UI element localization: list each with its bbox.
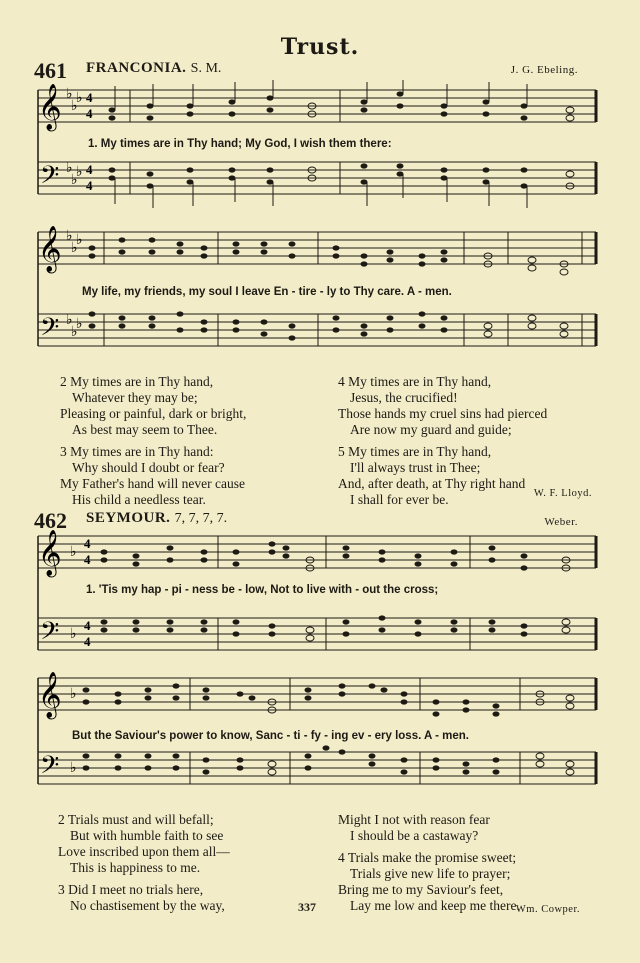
verse-line: 4 Trials make the promise sweet; xyxy=(338,850,517,865)
page-number: 337 xyxy=(298,900,316,914)
meter-label: 7, 7, 7, 7. xyxy=(174,511,228,526)
svg-text:♭: ♭ xyxy=(66,87,73,102)
hymn-number-461: 461 xyxy=(34,58,67,83)
svg-text:𝄞: 𝄞 xyxy=(38,672,62,718)
hymn-number-462: 462 xyxy=(34,508,67,533)
composer-461: J. G. Ebeling. xyxy=(510,64,578,76)
svg-text:𝄞: 𝄞 xyxy=(38,84,62,130)
svg-text:♭: ♭ xyxy=(70,761,77,776)
verse-line: 4 My times are in Thy hand, xyxy=(338,374,492,389)
verse-line: His child a needless tear. xyxy=(72,492,206,507)
section-title: Trust. xyxy=(280,34,360,60)
key-signature xyxy=(66,87,83,188)
svg-text:𝄞: 𝄞 xyxy=(38,226,62,272)
verse-line: Might I not with reason fear xyxy=(338,812,490,827)
svg-text:𝄢: 𝄢 xyxy=(40,617,60,652)
svg-text:♭: ♭ xyxy=(71,325,78,340)
verse-line: Are now my guard and guide; xyxy=(350,422,512,437)
verse-line: Lay me low and keep me there. xyxy=(350,898,520,913)
svg-text:♭: ♭ xyxy=(76,165,83,180)
verses-462-left xyxy=(58,812,230,914)
verses-462-right xyxy=(338,812,520,914)
lyrics-462-line1: 1. 'Tis my hap - pi - ness be - low, Not to live with - out the cross; xyxy=(86,584,439,596)
verse-line: 3 Did I meet no trials here, xyxy=(58,882,204,897)
tune-label: SEYMOUR. xyxy=(86,510,171,526)
svg-text:♭: ♭ xyxy=(66,161,73,176)
svg-text:𝄢: 𝄢 xyxy=(40,161,60,196)
svg-text:𝄢: 𝄢 xyxy=(40,313,60,348)
meter-label: S. M. xyxy=(190,61,222,76)
svg-text:♭: ♭ xyxy=(70,687,77,702)
verse-line: Those hands my cruel sins had pierced xyxy=(338,406,548,421)
svg-text:♭: ♭ xyxy=(76,233,83,248)
svg-text:4: 4 xyxy=(84,618,91,633)
svg-text:𝄢: 𝄢 xyxy=(40,751,60,786)
music-system-461-1 xyxy=(0,80,640,220)
composer-462: Weber. xyxy=(544,516,578,528)
verse-line: Jesus, the crucified! xyxy=(350,390,458,405)
verse-line: 3 My times are in Thy hand: xyxy=(60,444,214,459)
verse-line: I'll always trust in Thee; xyxy=(350,460,481,475)
svg-text:♭: ♭ xyxy=(66,229,73,244)
verse-line: 5 My times are in Thy hand, xyxy=(338,444,492,459)
verse-line: Whatever they may be; xyxy=(72,390,198,405)
author-462: Wm. Cowper. xyxy=(515,904,580,915)
verse-line: Love inscribed upon them all— xyxy=(58,844,230,859)
lyrics-461-line1: 1. My times are in Thy hand; My God, I wish them there: xyxy=(88,138,392,150)
tune-label: FRANCONIA. xyxy=(86,60,187,76)
svg-text:4: 4 xyxy=(86,90,93,105)
verse-line: No chastisement by the way, xyxy=(70,898,225,913)
svg-text:4: 4 xyxy=(84,634,91,649)
verse-line: Bring me to my Saviour's feet, xyxy=(338,882,504,897)
verse-line: As best may seem to Thee. xyxy=(72,422,218,437)
lyrics-462-line2: But the Saviour's power to know, Sanc - ti - fy - ing ev - ery loss. A - men. xyxy=(72,730,469,742)
verse-line: 2 My times are in Thy hand, xyxy=(60,374,214,389)
verse-line: This is happiness to me. xyxy=(70,860,201,875)
verse-line: But with humble faith to see xyxy=(70,828,224,843)
lyrics-461-line2: My life, my friends, my soul I leave En - tire - ly to Thy care. A - men. xyxy=(82,286,452,298)
svg-text:𝄞: 𝄞 xyxy=(38,530,62,576)
svg-text:♭: ♭ xyxy=(66,313,73,328)
svg-text:♭: ♭ xyxy=(71,241,78,256)
tune-name-franconia xyxy=(86,60,221,77)
svg-text:4: 4 xyxy=(84,552,91,567)
verse-line: I shall for ever be. xyxy=(350,492,449,507)
verse-line: I should be a castaway? xyxy=(350,828,479,843)
verse-line: My Father's hand will never cause xyxy=(60,476,246,491)
verse-line: Why should I doubt or fear? xyxy=(72,460,225,475)
svg-text:♭: ♭ xyxy=(71,99,78,114)
svg-text:4: 4 xyxy=(86,178,93,193)
verse-line: And, after death, at Thy right hand xyxy=(338,476,526,491)
verse-line: 2 Trials must and will befall; xyxy=(58,812,214,827)
verse-line: Pleasing or painful, dark or bright, xyxy=(60,406,247,421)
svg-text:♭: ♭ xyxy=(70,627,77,642)
verses-461-left xyxy=(60,374,246,508)
svg-text:4: 4 xyxy=(84,536,91,551)
svg-text:♭: ♭ xyxy=(76,91,83,106)
svg-text:♭: ♭ xyxy=(70,545,77,560)
svg-text:♭: ♭ xyxy=(71,173,78,188)
verses-461-right xyxy=(338,374,547,508)
svg-text:4: 4 xyxy=(86,106,93,121)
author-461: W. F. Lloyd. xyxy=(533,488,592,499)
svg-text:♭: ♭ xyxy=(76,317,83,332)
svg-text:4: 4 xyxy=(86,162,93,177)
verse-line: Trials give new life to prayer; xyxy=(350,866,511,881)
